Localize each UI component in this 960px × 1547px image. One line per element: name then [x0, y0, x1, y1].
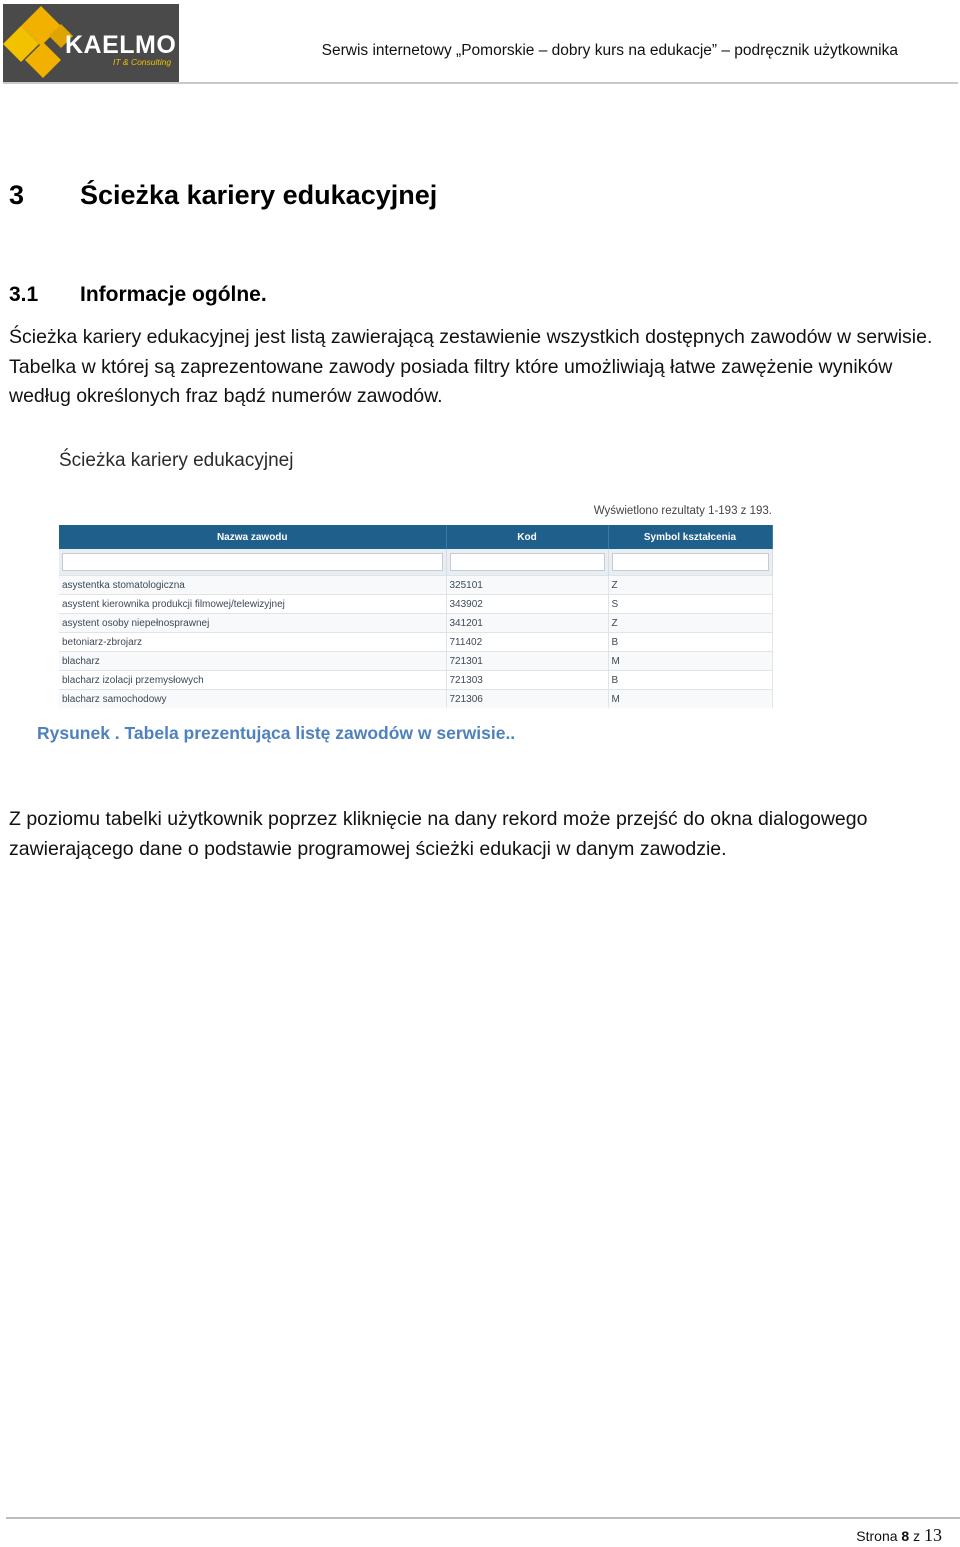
cell-name: asystent osoby niepełnosprawnej — [59, 614, 446, 633]
cell-code: 721306 — [446, 690, 608, 709]
kaelmo-logo — [3, 4, 179, 82]
column-header-symbol[interactable]: Symbol kształcenia — [608, 525, 772, 549]
figure-page-title: Ścieżka kariery edukacyjnej — [59, 450, 294, 471]
cell-name: blacharz izolacji przemysłowych — [59, 671, 446, 690]
cell-code: 325101 — [446, 576, 608, 595]
logo-subtext: IT & Consulting — [113, 57, 172, 67]
cell-name: betoniarz-zbrojarz — [59, 633, 446, 652]
table-row[interactable] — [59, 652, 772, 671]
table-row[interactable] — [59, 576, 772, 595]
cell-symbol: M — [608, 652, 772, 671]
page-footer — [856, 1525, 942, 1546]
intro-paragraph: Ścieżka kariery edukacyjnej jest listą zawierającą zestawienie wszystkich dostępnych zawodów w serwisie. Tabelka w której są zaprezentowane zawody posiada filtry które umożliwiają łatwe zawężenie wyników według określonych fraz bądź numerów zawodów. — [9, 326, 933, 407]
figure-screenshot — [54, 440, 776, 715]
logo-text: KAELMO — [65, 31, 177, 59]
filter-row — [59, 549, 772, 576]
footer-page-number: 8 — [901, 1528, 910, 1544]
results-count: Wyświetlono rezultaty 1-193 z 193. — [593, 505, 772, 517]
page-header — [0, 0, 960, 84]
table-row[interactable] — [59, 614, 772, 633]
cell-symbol: B — [608, 671, 772, 690]
section-title: Ścieżka kariery edukacyjnej — [80, 180, 438, 210]
footer-divider — [6, 1517, 960, 1519]
footer-separator: z — [913, 1528, 921, 1544]
cell-code: 721301 — [446, 652, 608, 671]
cell-name: blacharz samochodowy — [59, 690, 446, 709]
column-header-code[interactable]: Kod — [446, 525, 608, 549]
cell-symbol: Z — [608, 576, 772, 595]
cell-name: asystentka stomatologiczna — [59, 576, 446, 595]
section-heading — [9, 180, 437, 211]
header-divider — [3, 82, 958, 84]
subsection-title: Informacje ogólne. — [80, 283, 267, 306]
cell-code: 711402 — [446, 633, 608, 652]
cell-symbol: Z — [608, 614, 772, 633]
figure-fade — [54, 705, 776, 715]
footer-prefix: Strona — [856, 1528, 898, 1544]
figure-caption: Rysunek . Tabela prezentująca listę zawodów w serwisie.. — [37, 723, 516, 743]
section-number: 3 — [9, 180, 25, 210]
subsection-number: 3.1 — [9, 283, 39, 306]
cell-name: asystent kierownika produkcji filmowej/telewizyjnej — [59, 595, 446, 614]
filter-input-name[interactable] — [62, 553, 443, 571]
occupations-table — [59, 525, 773, 708]
filter-input-symbol[interactable] — [612, 553, 769, 571]
subsection-heading — [9, 283, 267, 307]
cell-code: 341201 — [446, 614, 608, 633]
cell-code: 721303 — [446, 671, 608, 690]
column-header-name[interactable]: Nazwa zawodu — [59, 525, 446, 549]
table-row[interactable] — [59, 633, 772, 652]
cell-symbol: S — [608, 595, 772, 614]
document-title: Serwis internetowy „Pomorskie – dobry kurs na edukacje” – podręcznik użytkownika — [321, 42, 898, 59]
cell-symbol: B — [608, 633, 772, 652]
body-paragraph: Z poziomu tabelki użytkownik poprzez kliknięcie na dany rekord może przejść do okna dialogowego zawierającego dane o podstawie programowej ścieżki edukacji w danym zawodzie. — [9, 808, 868, 860]
cell-code: 343902 — [446, 595, 608, 614]
table-row[interactable] — [59, 595, 772, 614]
filter-input-code[interactable] — [450, 553, 605, 571]
cell-symbol: M — [608, 690, 772, 709]
table-row[interactable] — [59, 671, 772, 690]
cell-name: blacharz — [59, 652, 446, 671]
footer-total-pages: 13 — [924, 1525, 942, 1545]
table-header-row — [59, 525, 772, 549]
